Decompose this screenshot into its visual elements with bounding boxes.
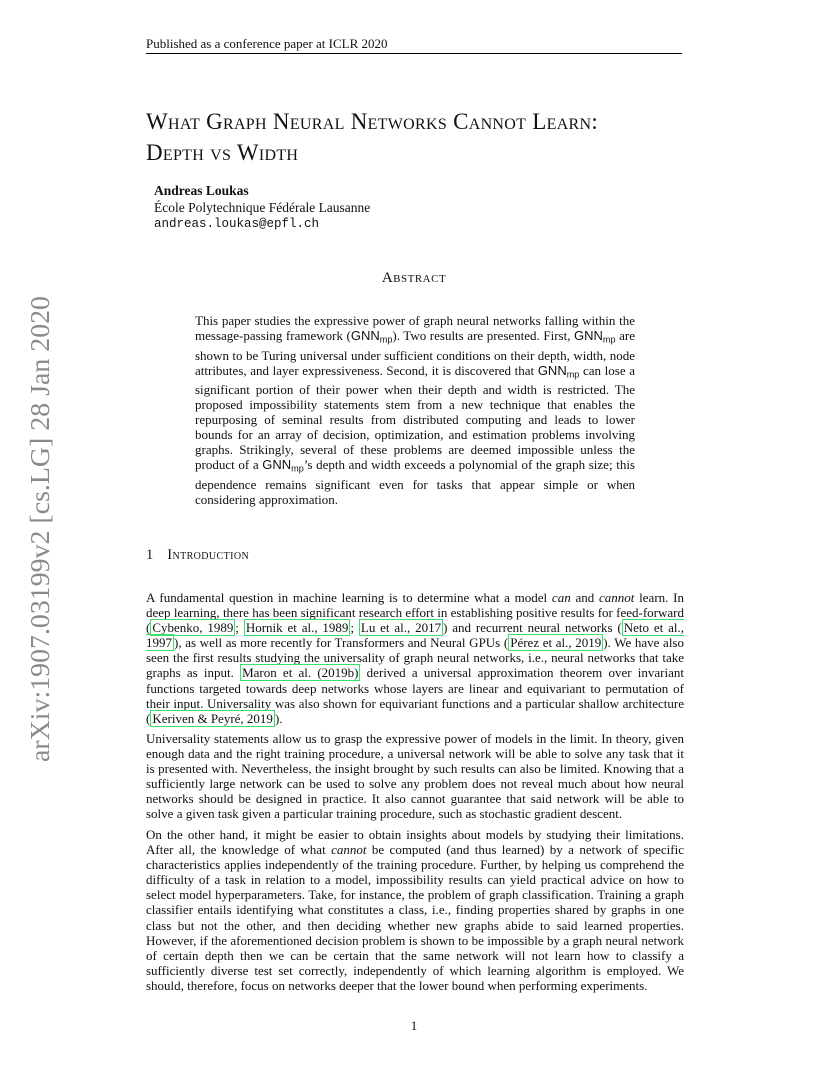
abstract-heading: Abstract [381, 270, 447, 286]
title-line-1: What Graph Neural Networks Cannot Learn: [146, 109, 599, 134]
gnn-symbol: GNN [537, 362, 567, 378]
citation-link[interactable]: Hornik et al., 1989 [245, 620, 349, 636]
paragraph-text: ; [350, 620, 359, 636]
paragraph-text: and [570, 590, 600, 605]
citation-link[interactable]: Maron et al. (2019b) [242, 665, 359, 681]
title-line-2: Depth vs Width [146, 140, 299, 165]
author-affiliation: École Polytechnique Fédérale Lausanne [154, 200, 371, 215]
abstract-text: are shown to be Turing universal under sufficient conditions on their depth, width, node attributes, and layer expressiveness. Second, it is discovered that [195, 328, 635, 378]
paragraph-text: derived a universal approximation theorem over invariant functions targeted towards deep networks whose layers are linear and equivariant to permutation of their input. Universality was also shown for equivariant functions and a particular shallow architecture ( [146, 665, 684, 726]
citation-link[interactable]: Neto et al., 1997 [146, 620, 684, 651]
intro-paragraph-3 [146, 827, 684, 993]
mp-subscript: mp [291, 464, 304, 475]
section-heading [146, 547, 249, 564]
paragraph-text: A fundamental question in machine learning is to determine what a model [146, 590, 552, 605]
emphasis-can: can [551, 590, 571, 605]
intro-paragraph-2: Universality statements allow us to grasp the expressive power of models in the limit. In theory, given enough data and the right training procedure, a universal network will be able to solve any task that it is presented with. Nevertheless, the insight brought by such results can also be limited. Knowing that a sufficiently large network can be used to solve any problem does not reveal much about how neural networks should be designed in practice. It also cannot guarantee that said network will be able to solve a given task given a particular training procedure, such as stochastic gradient descent. [146, 731, 684, 822]
paper-title [146, 106, 746, 168]
citation-link[interactable]: Keriven & Peyré, 2019 [152, 710, 273, 726]
gnn-symbol: GNN [350, 328, 380, 343]
mp-subscript: mp [566, 369, 580, 380]
author-email[interactable]: andreas.loukas@epfl.ch [154, 217, 320, 231]
emphasis-cannot: cannot [331, 842, 367, 858]
paragraph-text: ), as well as more recently for Transformers and Neural GPUs ( [174, 635, 509, 651]
citation-link[interactable]: Pérez et al., 2019 [510, 635, 602, 651]
author-name: Andreas Loukas [154, 183, 249, 198]
abstract-text: This paper studies the expressive power of graph neural networks falling within the message-passing framework ( [195, 313, 635, 343]
abstract-text: can lose a significant portion of their power when their depth and width is restricted. The proposed impossibility statements stem from a new technique that enables the repurposing of seminal results from distributed computing and leads to lower bounds for an array of decision, optimization, and estimation problems involving graphs. Strikingly, several of these problems are deemed impossible unless the product of a [195, 362, 635, 473]
paragraph-text: ). [274, 710, 283, 726]
header-rule [146, 53, 682, 54]
paragraph-text: be computed (and thus learned) by a network of specific characteristics applies independently of the training procedure. Further, by helping us comprehend the difficulty of a task in relation to a model, impossibility results can yield practical advice on how to select model hyperparameters. Take, for instance, the problem of graph classification. Training a graph classifier entails identifying what constitutes a class, i.e., finding properties shared by graphs in one class but not the other, and then deciding whether new graphs abide to said learned properties. However, if the aforementioned decision problem is shown to be impossible by a graph neural network of certain depth then we can be certain that the same network will not learn how to classify a sufficiently diverse test set correctly, independently of which learning algorithm is employed. We should, therefore, focus on networks deeper that the lower bound when performing experiments. [146, 842, 684, 993]
citation-link[interactable]: Cybenko, 1989 [152, 620, 234, 636]
author-block [154, 182, 370, 233]
gnn-symbol: GNN [262, 457, 292, 473]
abstract-text: ). Two results are presented. First, [392, 328, 575, 343]
abstract-body [195, 313, 635, 507]
abstract-text: ’s depth and width exceeds a polynomial of the graph size; this dependence remains significant even for tasks that appear simple or when considering approximation. [195, 457, 635, 508]
citation-link[interactable]: Lu et al., 2017 [360, 620, 442, 636]
paragraph-text: learn. In deep learning, there has been significant research effort in establishing positive results for feed-forward ( [146, 590, 684, 636]
page-number: 1 [410, 1018, 418, 1033]
emphasis-cannot: cannot [599, 590, 635, 605]
mp-subscript: mp [379, 334, 393, 345]
section-number: 1 [146, 547, 154, 563]
gnn-symbol: GNN [574, 328, 603, 343]
mp-subscript: mp [602, 334, 616, 345]
intro-paragraph-1 [146, 590, 684, 726]
section-title: Introduction [167, 547, 250, 563]
paragraph-text: ; [235, 620, 244, 636]
arxiv-sidebar [18, 292, 58, 764]
paragraph-text: On the other hand, it might be easier to obtain insights about models by studying their limitations. After all, the knowledge of what [146, 827, 684, 858]
paragraph-text: ). We have also seen the first results studying the universality of graph neural networks, i.e., neural networks that take graphs as input. [146, 635, 684, 681]
paragraph-text: ) and recurrent neural networks ( [443, 620, 622, 636]
arxiv-id-text: arXiv:1907.03199v2 [cs.LG] 28 Jan 2020 [24, 302, 55, 762]
running-header: Published as a conference paper at ICLR 2020 [146, 36, 388, 51]
